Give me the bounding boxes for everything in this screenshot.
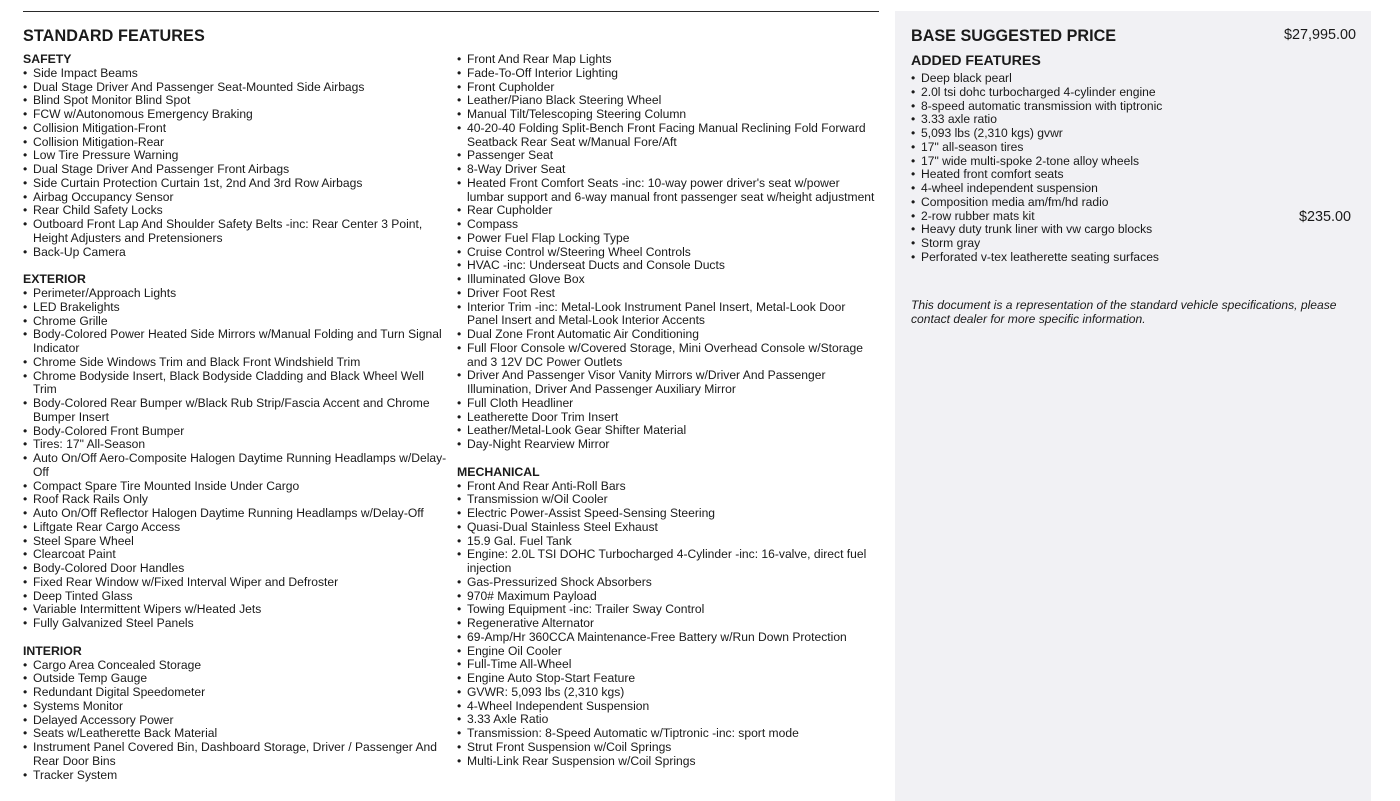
list-item: • Cargo Area Concealed Storage: [23, 659, 448, 673]
list-item: • Heated Front Comfort Seats -inc: 10-way power driver's seat w/power lumbar support and 6-way manual front passenger seat w/height adjustment: [457, 177, 877, 205]
list-item: • Body-Colored Door Handles: [23, 562, 448, 576]
list-item: • Perimeter/Approach Lights: [23, 287, 448, 301]
list-item: • Transmission: 8-Speed Automatic w/Tiptronic -inc: sport mode: [457, 727, 877, 741]
list-item: • Chrome Side Windows Trim and Black Front Windshield Trim: [23, 356, 448, 370]
disclaimer-text: This document is a representation of the standard vehicle specifications, please contact dealer for more specific information.: [911, 298, 1337, 326]
added-feature-label: 2-row rubber mats kit: [921, 208, 1035, 223]
list-item: • Deep Tinted Glass: [23, 590, 448, 604]
interior-list-continued: [457, 53, 877, 452]
list-item: • HVAC -inc: Underseat Ducts and Console Ducts: [457, 259, 877, 273]
list-item: • Front And Rear Anti-Roll Bars: [457, 480, 877, 494]
list-item: • Engine Oil Cooler: [457, 645, 877, 659]
list-item: • Leatherette Door Trim Insert: [457, 411, 877, 425]
added-feature-label: Heavy duty trunk liner with vw cargo blocks: [921, 222, 1153, 237]
list-item: • Dual Stage Driver And Passenger Front Airbags: [23, 163, 448, 177]
base-price-value: $27,995.00: [1283, 27, 1356, 43]
features-column-left: [23, 53, 448, 782]
added-feature-item: [911, 100, 1351, 114]
added-feature-item: [911, 127, 1351, 141]
added-feature-label: 8-speed automatic transmission with tiptronic: [921, 98, 1163, 113]
added-feature-label: 17" all-season tires: [921, 139, 1024, 154]
list-item: • Quasi-Dual Stainless Steel Exhaust: [457, 521, 877, 535]
list-item: • Airbag Occupancy Sensor: [23, 191, 448, 205]
added-feature-item: [911, 141, 1351, 155]
added-feature-price: $235.00: [1298, 208, 1351, 225]
list-item: • 8-Way Driver Seat: [457, 163, 877, 177]
list-item: • 4-Wheel Independent Suspension: [457, 700, 877, 714]
added-feature-label: 4-wheel independent suspension: [921, 181, 1098, 195]
safety-list: [23, 67, 448, 260]
pricing-panel: [895, 11, 1371, 801]
section-gap: [457, 452, 877, 466]
added-feature-label: Composition media am/fm/hd radio: [921, 194, 1109, 209]
mechanical-heading: MECHANICAL: [457, 464, 540, 479]
list-item: • Engine: 2.0L TSI DOHC Turbocharged 4-Cylinder -inc: 16-valve, direct fuel injection: [457, 548, 877, 576]
list-item: • 40-20-40 Folding Split-Bench Front Facing Manual Reclining Fold Forward Seatback Rear Seat w/Manual Fore/Aft: [457, 122, 877, 150]
base-price-label: BASE SUGGESTED PRICE: [911, 27, 1117, 45]
list-item: • Driver And Passenger Visor Vanity Mirrors w/Driver And Passenger Illumination, Driver And Passenger Auxiliary Mirror: [457, 369, 877, 397]
list-item: • Front Cupholder: [457, 81, 877, 95]
list-item: • Back-Up Camera: [23, 246, 448, 260]
list-item: • Body-Colored Front Bumper: [23, 425, 448, 439]
list-item: • Chrome Grille: [23, 315, 448, 329]
list-item: • 69-Amp/Hr 360CCA Maintenance-Free Battery w/Run Down Protection: [457, 631, 877, 645]
list-item: • Driver Foot Rest: [457, 287, 877, 301]
list-item: • Fully Galvanized Steel Panels: [23, 617, 448, 631]
interior-heading: INTERIOR: [23, 643, 82, 658]
list-item: • Power Fuel Flap Locking Type: [457, 232, 877, 246]
exterior-heading: EXTERIOR: [23, 272, 86, 287]
list-item: • Auto On/Off Aero-Composite Halogen Daytime Running Headlamps w/Delay-Off: [23, 452, 448, 480]
added-feature-item: [911, 113, 1351, 127]
added-feature-item: [911, 223, 1351, 237]
list-item: • Systems Monitor: [23, 700, 448, 714]
list-item: • Full Floor Console w/Covered Storage, Mini Overhead Console w/Storage and 3 12V DC Power Outlets: [457, 342, 877, 370]
added-feature-item: [911, 237, 1351, 251]
added-feature-label: Perforated v-tex leatherette seating surfaces: [921, 249, 1159, 264]
exterior-list: [23, 287, 448, 631]
list-item: • Chrome Bodyside Insert, Black Bodyside Cladding and Black Wheel Well Trim: [23, 370, 448, 398]
standard-features-title: STANDARD FEATURES: [23, 27, 205, 45]
list-item: • Steel Spare Wheel: [23, 535, 448, 549]
list-item: • Leather/Piano Black Steering Wheel: [457, 94, 877, 108]
added-features-heading: ADDED FEATURES: [911, 53, 1041, 69]
list-item: • Illuminated Glove Box: [457, 273, 877, 287]
list-item: • Blind Spot Monitor Blind Spot: [23, 94, 448, 108]
list-item: • Transmission w/Oil Cooler: [457, 493, 877, 507]
list-item: • Full Cloth Headliner: [457, 397, 877, 411]
list-item: • Variable Intermittent Wipers w/Heated Jets: [23, 603, 448, 617]
list-item: • Fade-To-Off Interior Lighting: [457, 67, 877, 81]
list-item: • Roof Rack Rails Only: [23, 493, 448, 507]
list-item: • Manual Tilt/Telescoping Steering Column: [457, 108, 877, 122]
list-item: • Body-Colored Rear Bumper w/Black Rub Strip/Fascia Accent and Chrome Bumper Insert: [23, 397, 448, 425]
list-item: • Dual Zone Front Automatic Air Conditioning: [457, 328, 877, 342]
top-divider: [23, 11, 879, 12]
list-item: • Regenerative Alternator: [457, 617, 877, 631]
interior-list: [23, 659, 448, 783]
list-item: • Engine Auto Stop-Start Feature: [457, 672, 877, 686]
list-item: • Compact Spare Tire Mounted Inside Under Cargo: [23, 480, 448, 494]
list-item: • Front And Rear Map Lights: [457, 53, 877, 67]
list-item: • Compass: [457, 218, 877, 232]
added-feature-item: [911, 196, 1351, 210]
added-feature-item: [911, 251, 1351, 265]
list-item: • Day-Night Rearview Mirror: [457, 438, 877, 452]
list-item: • Rear Child Safety Locks: [23, 204, 448, 218]
list-item: • FCW w/Autonomous Emergency Braking: [23, 108, 448, 122]
section-gap: [23, 259, 448, 273]
added-feature-item: [911, 155, 1351, 169]
added-feature-label: Heated front comfort seats: [921, 167, 1064, 182]
list-item: • Clearcoat Paint: [23, 548, 448, 562]
list-item: • Outboard Front Lap And Shoulder Safety Belts -inc: Rear Center 3 Point, Height Adjusters and Pretensioners: [23, 218, 448, 246]
list-item: • Tires: 17" All-Season: [23, 438, 448, 452]
list-item: • Liftgate Rear Cargo Access: [23, 521, 448, 535]
safety-heading: SAFETY: [23, 52, 72, 66]
list-item: • Leather/Metal-Look Gear Shifter Material: [457, 424, 877, 438]
list-item: • LED Brakelights: [23, 301, 448, 315]
list-item: • Fixed Rear Window w/Fixed Interval Wiper and Defroster: [23, 576, 448, 590]
list-item: • GVWR: 5,093 lbs (2,310 kgs): [457, 686, 877, 700]
added-feature-label: Storm gray: [921, 236, 981, 250]
added-feature-label: 17" wide multi-spoke 2-tone alloy wheels: [921, 153, 1140, 168]
list-item: • 970# Maximum Payload: [457, 590, 877, 604]
list-item: • Side Impact Beams: [23, 67, 448, 81]
list-item: • Dual Stage Driver And Passenger Seat-Mounted Side Airbags: [23, 81, 448, 95]
list-item: • Collision Mitigation-Rear: [23, 136, 448, 150]
list-item: • Body-Colored Power Heated Side Mirrors w/Manual Folding and Turn Signal Indicator: [23, 328, 448, 356]
list-item: • 15.9 Gal. Fuel Tank: [457, 535, 877, 549]
added-feature-item: [911, 168, 1351, 182]
added-feature-item: [911, 210, 1351, 224]
list-item: • Low Tire Pressure Warning: [23, 149, 448, 163]
list-item: • Passenger Seat: [457, 149, 877, 163]
list-item: • Gas-Pressurized Shock Absorbers: [457, 576, 877, 590]
list-item: • Redundant Digital Speedometer: [23, 686, 448, 700]
list-item: • Instrument Panel Covered Bin, Dashboard Storage, Driver / Passenger And Rear Door Bins: [23, 741, 448, 769]
list-item: • Full-Time All-Wheel: [457, 658, 877, 672]
added-features-list: [911, 72, 1351, 265]
list-item: • Cruise Control w/Steering Wheel Controls: [457, 246, 877, 260]
list-item: • Seats w/Leatherette Back Material: [23, 727, 448, 741]
list-item: • Strut Front Suspension w/Coil Springs: [457, 741, 877, 755]
list-item: • Delayed Accessory Power: [23, 714, 448, 728]
features-column-right: [457, 53, 877, 768]
added-feature-item: [911, 86, 1351, 100]
added-feature-item: [911, 72, 1351, 86]
added-feature-item: [911, 182, 1351, 196]
added-feature-label: 5,093 lbs (2,310 kgs) gvwr: [921, 126, 1063, 140]
list-item: • Auto On/Off Reflector Halogen Daytime Running Headlamps w/Delay-Off: [23, 507, 448, 521]
list-item: • Side Curtain Protection Curtain 1st, 2nd And 3rd Row Airbags: [23, 177, 448, 191]
mechanical-list: [457, 480, 877, 769]
list-item: • Towing Equipment -inc: Trailer Sway Control: [457, 603, 877, 617]
list-item: • Tracker System: [23, 769, 448, 783]
list-item: • Multi-Link Rear Suspension w/Coil Springs: [457, 755, 877, 769]
added-feature-label: 2.0l tsi dohc turbocharged 4-cylinder engine: [921, 84, 1156, 99]
list-item: • Interior Trim -inc: Metal-Look Instrument Panel Insert, Metal-Look Door Panel Insert and Metal-Look Interior Accents: [457, 301, 877, 329]
list-item: • Collision Mitigation-Front: [23, 122, 448, 136]
added-feature-label: Deep black pearl: [921, 71, 1012, 85]
list-item: • 3.33 Axle Ratio: [457, 713, 877, 727]
list-item: • Rear Cupholder: [457, 204, 877, 218]
added-feature-label: 3.33 axle ratio: [921, 112, 997, 127]
section-gap: [23, 631, 448, 645]
list-item: • Electric Power-Assist Speed-Sensing Steering: [457, 507, 877, 521]
list-item: • Outside Temp Gauge: [23, 672, 448, 686]
